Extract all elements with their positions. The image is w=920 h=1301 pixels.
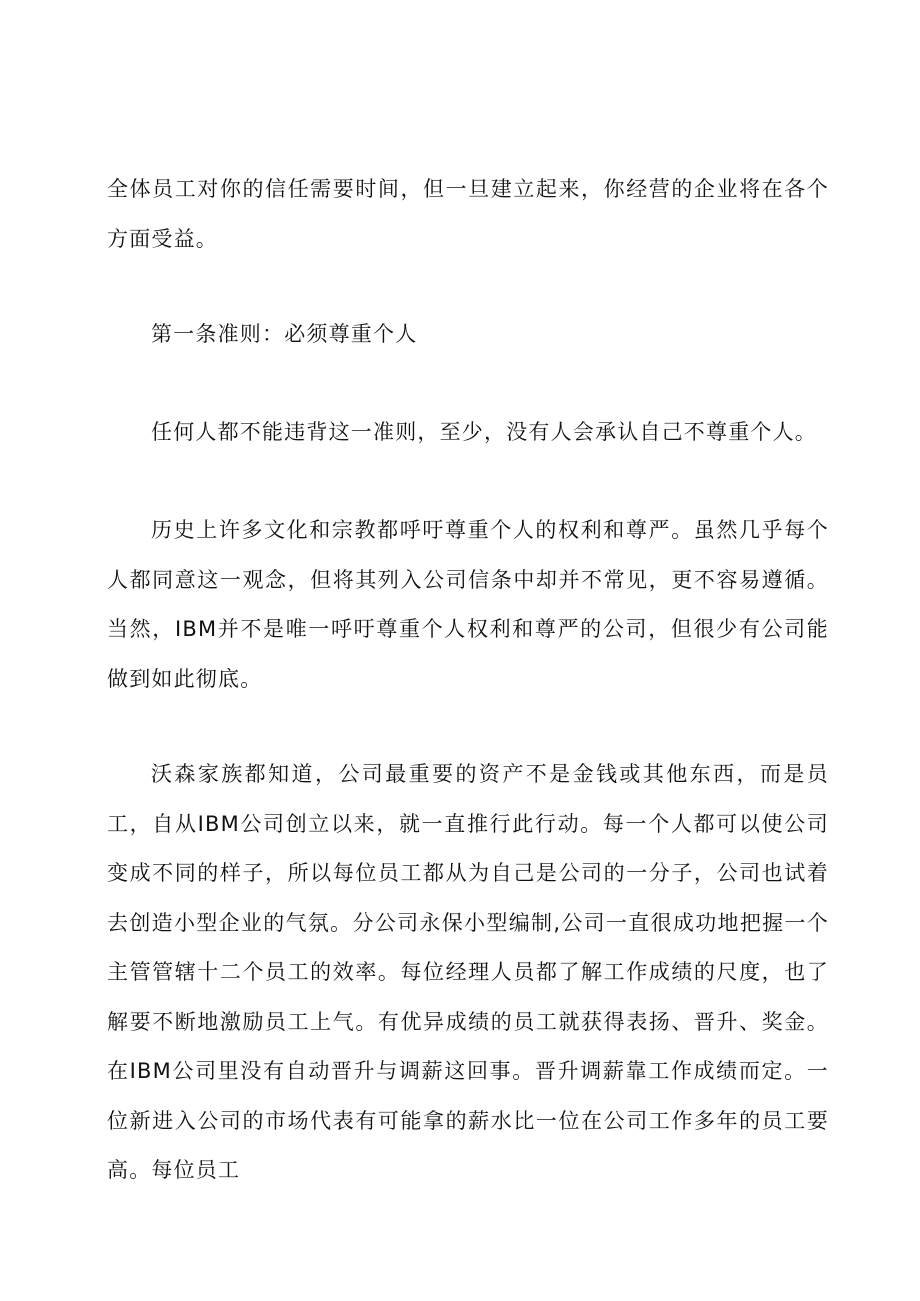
paragraph-principle-intro: 任何人都不能违背这一准则，至少，没有人会承认自己不尊重个人。 — [151, 420, 817, 444]
section-heading-first-principle: 第一条准则：必须尊重个人 — [151, 322, 418, 346]
paragraph-watson-family: 沃森家族都知道，公司最重要的资产不是金钱或其他东西，而是员工，自从IBM公司创立以来，就一直推行此行动。每一个人都可以使公司变成不同的样子，所以每位员工都从为自己是公司的一分子，公司也试着去创造小型企业的气氛。分公司永保小型编制,公司一直很成功地把握一个主管管辖十二个员工的效率。每位经理人员都了解工作成绩的尺度，也了解要不断地激励员工上气。有优异成绩的员工就获得表扬、晋升、奖金。在IBM公司里没有自动晋升与调薪这回事。晋升调薪靠工作成绩而定。一位新进入公司的市场代表有可能拿的薪水比一位在公司工作多年的员工要高。每位员工 — [107, 762, 829, 1182]
paragraph-history-respect: 历史上许多文化和宗教都呼吁尊重个人的权利和尊严。虽然几乎每个人都同意这一观念，但将其列入公司信条中却并不常见，更不容易遵循。当然，IBM并不是唯一呼吁尊重个人权利和尊严的公司，但很少有公司能做到如此彻底。 — [107, 518, 829, 691]
paragraph-trust-benefit: 全体员工对你的信任需要时间，但一旦建立起来，你经营的企业将在各个方面受益。 — [107, 177, 829, 251]
